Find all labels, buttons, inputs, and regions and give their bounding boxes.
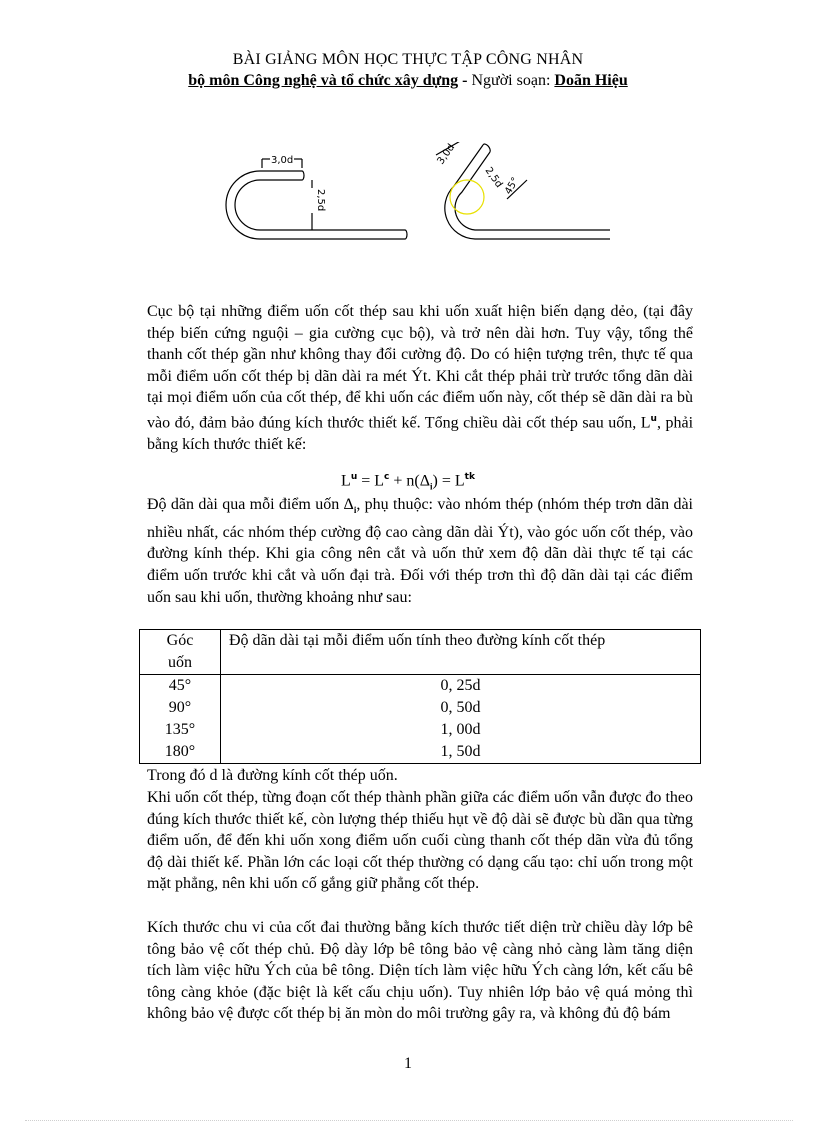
page-header-subtitle — [0, 72, 816, 90]
hook-135-angle: 45° — [503, 175, 522, 197]
table-cell-angle: 180° — [140, 741, 221, 764]
table-row — [140, 697, 701, 719]
bend-elongation-table — [139, 629, 701, 764]
paragraph-2-start: Độ dãn dài qua mỗi điểm uốn Δ — [147, 496, 354, 513]
length-formula — [0, 472, 816, 492]
header-angle-line2: uốn — [168, 654, 192, 671]
table-header-value: Độ dãn dài tại mỗi điểm uốn tính theo đường kính cốt thép — [221, 630, 701, 675]
header-angle-line1: Góc — [166, 632, 194, 649]
formula-lhs: L — [341, 472, 351, 490]
table-cell-angle: 90° — [140, 697, 221, 719]
table-cell-angle: 135° — [140, 719, 221, 741]
paragraph-2-sub: i — [353, 505, 357, 516]
hook-180-dim-top: 3,0d — [271, 155, 294, 166]
paragraph-4: Khi uốn cốt thép, từng đoạn cốt thép thành phần giữa các điểm uốn vẫn được đo theo đúng kích thước thiết kế, còn lượng thép thiếu hụt về độ dài sẽ được bù dần qua từng điểm uốn, để đến khi uốn xong điểm uốn cuối cùng thanh cốt thép dãn vừa đủ tổng độ dài thiết kế. Phần lớn các loại cốt thép thường có dạng cấu tạo: chỉ uốn trong một mặt phẳng, nên khi uốn cố gắng giữ phẳng cốt thép. — [147, 789, 693, 893]
hook-135-dim-top: 3,0d — [435, 142, 458, 167]
formula-end: ) = L — [432, 472, 465, 490]
hook-135-dim-diag: 2,5d — [482, 165, 505, 190]
rebar-bend-figure — [220, 142, 610, 242]
paragraph-2-rest: , phụ thuộc: vào nhóm thép (nhóm thép trơn dãn dài nhiều nhất, các nhóm thép cường độ cao càng dãn dài Ýt), vào góc uốn cốt thép, vào đường kính thép. Khi gia công nên cắt và uốn thử xem độ dãn dài thực tế tại các điểm uốn trước khi cắt và uốn đại trà. Đối với thép trơn thì độ dãn dài tại các điểm uốn sau khi uốn, thường khoảng như sau: — [147, 496, 693, 606]
formula-eq1: = L — [357, 472, 385, 490]
table-row — [140, 675, 701, 698]
table-header-row — [140, 630, 701, 675]
department-name: bộ môn Công nghệ và tổ chức xây dựng — [188, 72, 459, 89]
page-number: 1 — [404, 1055, 412, 1072]
page-header-title: BÀI GIẢNG MÔN HỌC THỰC TẬP CÔNG NHÂN — [232, 51, 584, 68]
formula-mid: + n(Δ — [389, 472, 431, 490]
hook-135-drawing — [436, 142, 610, 239]
formula-lhs-sup: u — [350, 472, 358, 482]
paragraph-1-superscript: u — [650, 413, 657, 424]
table-cell-angle: 45° — [140, 675, 221, 698]
formula-c-sup: c — [384, 472, 390, 482]
paragraph-1-end: , phải bằng kích thước thiết kế: — [147, 414, 694, 453]
page-bottom-divider — [25, 1120, 793, 1121]
table-row — [140, 741, 701, 764]
paragraph-2 — [147, 494, 693, 608]
paragraph-5: Kích thước chu vi của cốt đai thường bằng kích thước tiết diện trừ chiều dày lớp bê tông bảo vệ cốt thép chủ. Độ dày lớp bê tông bảo vệ càng nhỏ càng làm tăng diện tích làm việc hữu Ých của bê tông. Diện tích làm việc hữu Ých càng lớn, kết cấu bê tông càng khỏe (đặc biệt là kết cấu chịu uốn). Tuy nhiên lớp bảo vệ quá mỏng thì không bảo vệ được cốt thép bị ăn mòn do môi trường gây ra, và không đủ độ bám — [147, 919, 693, 1023]
formula-tk-sup: tk — [464, 472, 475, 482]
table-cell-value: 0, 50d — [221, 697, 701, 719]
paragraph-1 — [147, 301, 693, 455]
table-cell-value: 0, 25d — [221, 675, 701, 698]
paragraph-1-text: Cục bộ tại những điểm uốn cốt thép sau khi uốn xuất hiện biến dạng dẻo, (tại đây thép biến cứng nguội – gia cường cục bộ), và trở nên dài hơn. Tuy vậy, tổng thể thanh cốt thép gần như không thay đổi cường độ. Do có hiện tượng trên, thực tế qua mỗi điểm uốn cốt thép bị dãn dài ra mét Ýt. Khi cắt thép phải trừ trước tổng dãn dài tại mọi điểm uốn của cốt thép, để khi uốn các điểm uốn này, cốt thép sẽ dãn dài ra bù vào đó, đảm bảo đúng kích thước thiết kế. Tổng chiều dài cốt thép sau uốn, L — [147, 303, 693, 432]
author-name: Doãn Hiệu — [554, 72, 628, 89]
header-separator: - — [458, 72, 472, 89]
table-row — [140, 719, 701, 741]
formula-sub: i — [430, 481, 433, 492]
table-cell-value: 1, 00d — [221, 719, 701, 741]
hook-180-dim-side: 2,5d — [315, 189, 326, 212]
table-header-angle — [140, 630, 221, 675]
table-cell-value: 1, 50d — [221, 741, 701, 764]
paragraph-3: Trong đó d là đường kính cốt thép uốn. — [147, 767, 398, 784]
author-label: Người soạn: — [471, 72, 555, 89]
